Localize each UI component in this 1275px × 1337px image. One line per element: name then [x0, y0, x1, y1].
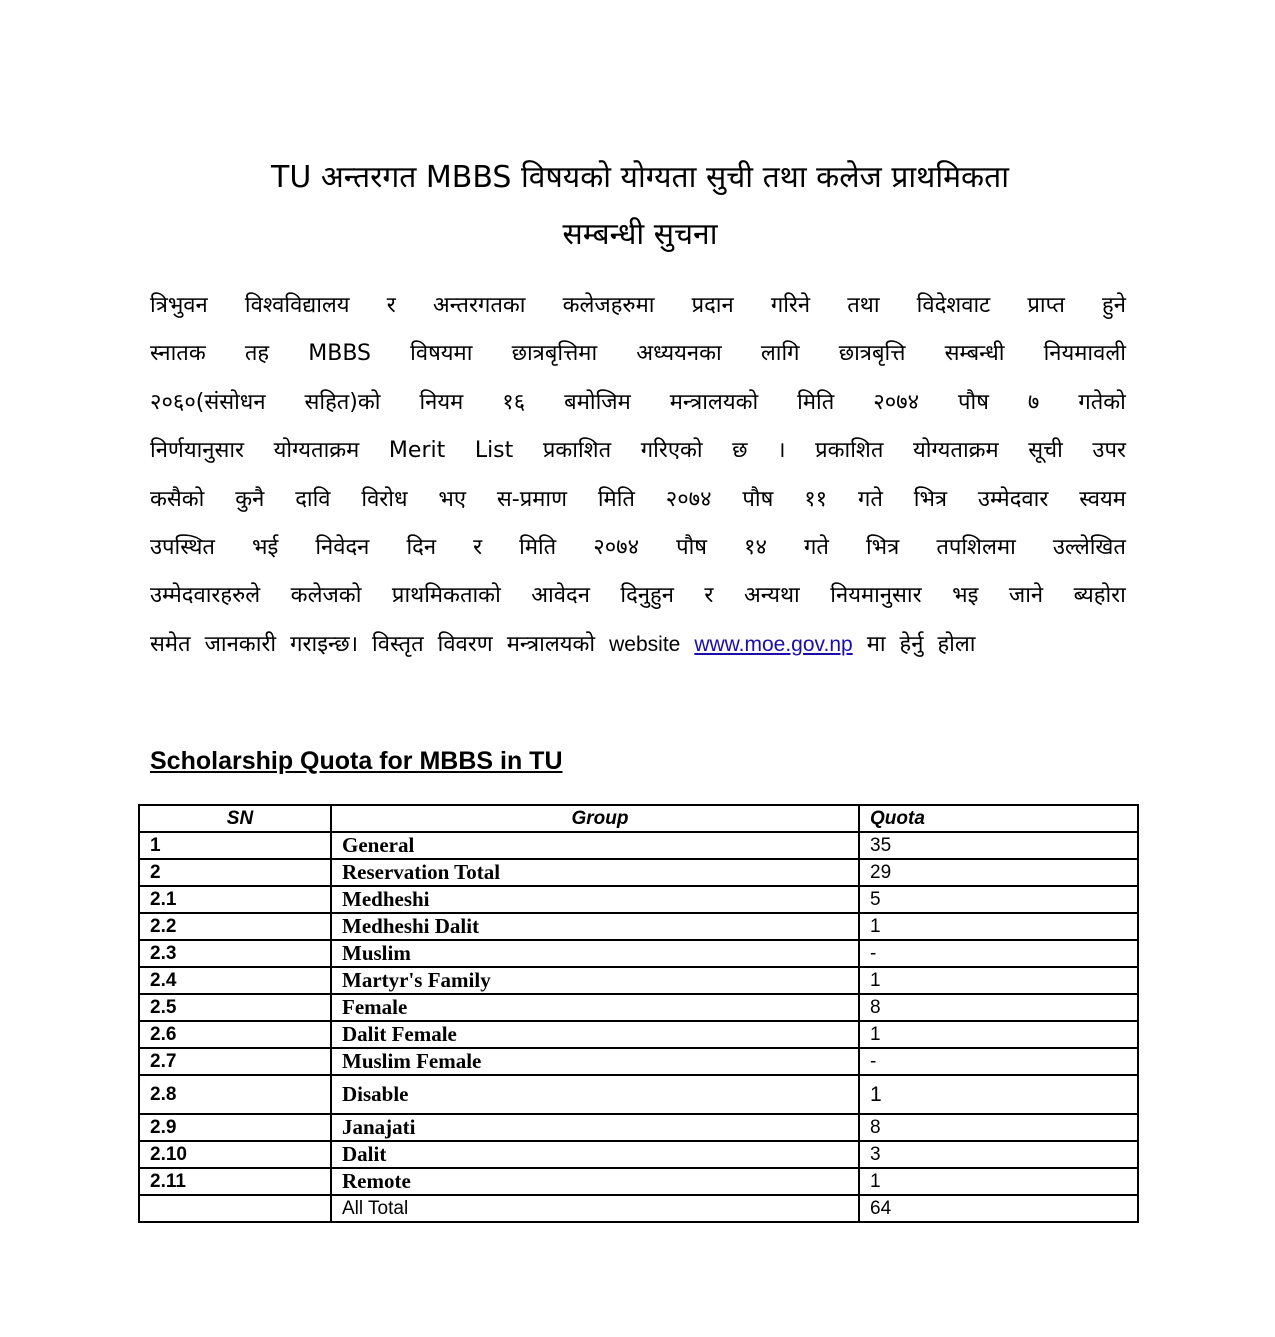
paragraph-word: मिति: [797, 389, 835, 415]
paragraph-word: निर्णयानुसार: [150, 438, 245, 464]
paragraph-word: नियम: [419, 389, 464, 415]
paragraph-word: website: [609, 632, 681, 656]
table-row: [139, 940, 1138, 967]
cell-sn: 2.3: [139, 940, 331, 967]
paragraph-line: [150, 427, 1126, 475]
notice-title-line-2: सम्बन्धी सुचना: [562, 217, 718, 252]
paragraph-word: उल्लेखित: [1052, 534, 1126, 560]
table-row: [139, 913, 1138, 940]
paragraph-word: प्रदान: [691, 293, 734, 318]
cell-quota: 29: [859, 859, 1138, 886]
paragraph-word: उम्मेदवार: [977, 486, 1049, 512]
cell-quota: 3: [859, 1141, 1138, 1168]
paragraph-line: [150, 621, 1126, 669]
paragraph-word: सहित)को: [304, 389, 381, 415]
cell-group: Medheshi: [331, 886, 859, 913]
paragraph-word: उपस्थित: [150, 534, 215, 560]
table-row: [139, 1195, 1138, 1222]
paragraph-word: जानकारी: [204, 631, 277, 657]
paragraph-word: २०७४: [665, 486, 712, 512]
paragraph-word: आवेदन: [531, 583, 590, 609]
cell-sn: 2.11: [139, 1168, 331, 1195]
cell-group: Dalit Female: [331, 1021, 859, 1048]
cell-quota: 5: [859, 886, 1138, 913]
paragraph-word: विवरण: [437, 631, 493, 657]
paragraph-word: दिनुहुन: [620, 583, 674, 609]
paragraph-word: मिति: [597, 486, 635, 512]
cell-sn: [139, 1195, 331, 1222]
paragraph-word: पौष: [676, 534, 707, 560]
cell-quota: -: [859, 1048, 1138, 1075]
paragraph-line: [150, 330, 1126, 378]
paragraph-word: भइ: [952, 583, 979, 609]
paragraph-word: छात्रबृत्तिमा: [511, 341, 598, 367]
table-row: [139, 1114, 1138, 1141]
paragraph-word: १४: [744, 534, 767, 560]
paragraph-word: बमोजिम: [564, 389, 631, 415]
cell-quota: 1: [859, 1168, 1138, 1195]
paragraph-word: MBBS: [308, 341, 372, 367]
paragraph-word: विषयमा: [410, 341, 473, 367]
table-row: [139, 1141, 1138, 1168]
section-heading: Scholarship Quota for MBBS in TU: [150, 747, 563, 775]
cell-group: Medheshi Dalit: [331, 913, 859, 940]
notice-paragraph: [150, 282, 1126, 669]
paragraph-word: भित्र: [865, 534, 900, 560]
cell-group: Female: [331, 994, 859, 1021]
table-row: [139, 1168, 1138, 1195]
cell-group: Remote: [331, 1168, 859, 1195]
cell-quota: 1: [859, 913, 1138, 940]
paragraph-word: गते: [803, 534, 829, 560]
paragraph-word: ७: [1027, 389, 1040, 415]
paragraph-word: विदेशवाट: [916, 293, 991, 318]
table-row: [139, 1075, 1138, 1114]
paragraph-word: र: [473, 534, 483, 560]
paragraph-word: पौष: [958, 389, 989, 415]
cell-group: Janajati: [331, 1114, 859, 1141]
table-row: [139, 1021, 1138, 1048]
cell-quota: 64: [859, 1195, 1138, 1222]
cell-quota: 1: [859, 1075, 1138, 1114]
paragraph-word: भए: [438, 486, 467, 512]
cell-sn: 2.4: [139, 967, 331, 994]
cell-group: Reservation Total: [331, 859, 859, 886]
paragraph-word: List: [474, 438, 514, 464]
paragraph-word: जाने: [1008, 583, 1044, 609]
paragraph-word: गरिएको: [640, 438, 703, 464]
paragraph-word: गरिने: [770, 293, 811, 318]
cell-sn: 2.6: [139, 1021, 331, 1048]
cell-sn: 1: [139, 832, 331, 859]
paragraph-word: हेर्नु: [899, 631, 924, 657]
paragraph-line: [150, 379, 1126, 427]
cell-quota: 1: [859, 1021, 1138, 1048]
paragraph-word: अन्यथा: [743, 583, 800, 609]
table-row: [139, 886, 1138, 913]
paragraph-word: विस्तृत: [372, 631, 424, 657]
paragraph-word: अन्तरगतका: [432, 293, 526, 318]
paragraph-word: सम्बन्धी: [944, 341, 1005, 367]
paragraph-word: स-प्रमाण: [496, 486, 567, 512]
paragraph-word: २०६०(संसोधन: [150, 389, 266, 415]
cell-sn: 2.10: [139, 1141, 331, 1168]
cell-sn: 2.7: [139, 1048, 331, 1075]
paragraph-word: ११: [804, 486, 828, 512]
paragraph-line: [150, 476, 1126, 524]
scholarship-quota-table: [138, 804, 1139, 1223]
paragraph-word: मा: [866, 631, 886, 657]
cell-group: Dalit: [331, 1141, 859, 1168]
paragraph-word: विश्वविद्यालय: [244, 293, 350, 318]
cell-quota: 35: [859, 832, 1138, 859]
paragraph-word: योग्यताक्रम: [913, 438, 999, 464]
paragraph-word: प्रकाशित: [542, 438, 612, 464]
cell-sn: 2.1: [139, 886, 331, 913]
paragraph-word: तह: [244, 341, 270, 367]
paragraph-word: मन्त्रालयको: [506, 631, 596, 657]
cell-group: Martyr's Family: [331, 967, 859, 994]
paragraph-word: प्रकाशित: [815, 438, 884, 464]
header-sn: SN: [139, 805, 331, 832]
paragraph-word: सूची: [1028, 438, 1063, 464]
paragraph-word: होला: [937, 631, 976, 657]
paragraph-word: हुने: [1102, 293, 1126, 318]
paragraph-line: [150, 282, 1126, 330]
paragraph-word: कसैको: [150, 486, 205, 512]
paragraph-word: प्राथमिकताको: [391, 583, 501, 609]
paragraph-word: मन्त्रालयको: [669, 389, 759, 415]
paragraph-word: समेत: [150, 631, 191, 657]
paragraph-word: गराइन्छ।: [290, 631, 359, 657]
cell-sn: 2.8: [139, 1075, 331, 1114]
paragraph-word: स्वयम: [1079, 486, 1126, 512]
paragraph-word: निवेदन: [315, 534, 370, 560]
paragraph-word: दावि: [295, 486, 331, 512]
paragraph-word: योग्यताक्रम: [273, 438, 360, 464]
table-row: [139, 832, 1138, 859]
paragraph-word: Merit: [388, 438, 446, 464]
paragraph-word: ।: [777, 438, 786, 464]
paragraph-word: उपर: [1092, 438, 1126, 464]
cell-quota: 8: [859, 1114, 1138, 1141]
header-group: Group: [331, 805, 859, 832]
moe-website-link[interactable]: www.moe.gov.np: [694, 632, 853, 656]
paragraph-word: भित्र: [913, 486, 948, 512]
paragraph-word: गतेको: [1078, 389, 1126, 415]
table-row: [139, 967, 1138, 994]
paragraph-word: लागि: [760, 341, 800, 367]
paragraph-word: भई: [252, 534, 279, 560]
paragraph-line: [150, 524, 1126, 572]
paragraph-word: अध्ययनका: [636, 341, 722, 367]
cell-quota: 8: [859, 994, 1138, 1021]
paragraph-word: कुनै: [235, 486, 265, 512]
cell-group: Disable: [331, 1075, 859, 1114]
cell-group: Muslim Female: [331, 1048, 859, 1075]
paragraph-word: कलेजको: [290, 583, 362, 609]
cell-group: All Total: [331, 1195, 859, 1222]
cell-sn: 2.2: [139, 913, 331, 940]
paragraph-word: छ: [732, 438, 748, 464]
cell-group: General: [331, 832, 859, 859]
paragraph-word: तथा: [847, 293, 880, 318]
cell-sn: 2.9: [139, 1114, 331, 1141]
paragraph-word: २०७४: [593, 534, 640, 560]
paragraph-word: र: [704, 583, 714, 609]
paragraph-word: ब्यहोरा: [1073, 583, 1126, 609]
table-row: [139, 859, 1138, 886]
paragraph-word: र: [386, 293, 396, 318]
header-quota: Quota: [859, 805, 1138, 832]
cell-group: Muslim: [331, 940, 859, 967]
paragraph-word: स्नातक: [150, 341, 206, 367]
table-header-row: [139, 805, 1138, 832]
paragraph-word: त्रिभुवन: [150, 293, 208, 318]
paragraph-word: २०७४: [873, 389, 920, 415]
paragraph-word: प्राप्त: [1027, 293, 1065, 318]
cell-sn: 2: [139, 859, 331, 886]
cell-quota: 1: [859, 967, 1138, 994]
paragraph-word: नियमावली: [1043, 341, 1126, 367]
paragraph-word: पौष: [742, 486, 774, 512]
paragraph-line: [150, 572, 1126, 620]
paragraph-word: १६: [502, 389, 526, 415]
paragraph-word: विरोध: [361, 486, 408, 512]
paragraph-word: दिन: [406, 534, 437, 560]
paragraph-word: नियमानुसार: [830, 583, 922, 609]
paragraph-word: तपशिलमा: [936, 534, 1016, 560]
paragraph-word: उम्मेदवारहरुले: [150, 583, 261, 609]
table-row: [139, 1048, 1138, 1075]
cell-sn: 2.5: [139, 994, 331, 1021]
paragraph-word: मिति: [519, 534, 557, 560]
paragraph-word: कलेजहरुमा: [562, 293, 655, 318]
paragraph-word: छात्रबृत्ति: [838, 341, 906, 367]
paragraph-word: गते: [857, 486, 883, 512]
notice-title-line-1: TU अन्तरगत MBBS विषयको योग्यता सुची तथा कलेज प्राथमिकता: [271, 160, 1009, 195]
table-row: [139, 994, 1138, 1021]
cell-quota: -: [859, 940, 1138, 967]
